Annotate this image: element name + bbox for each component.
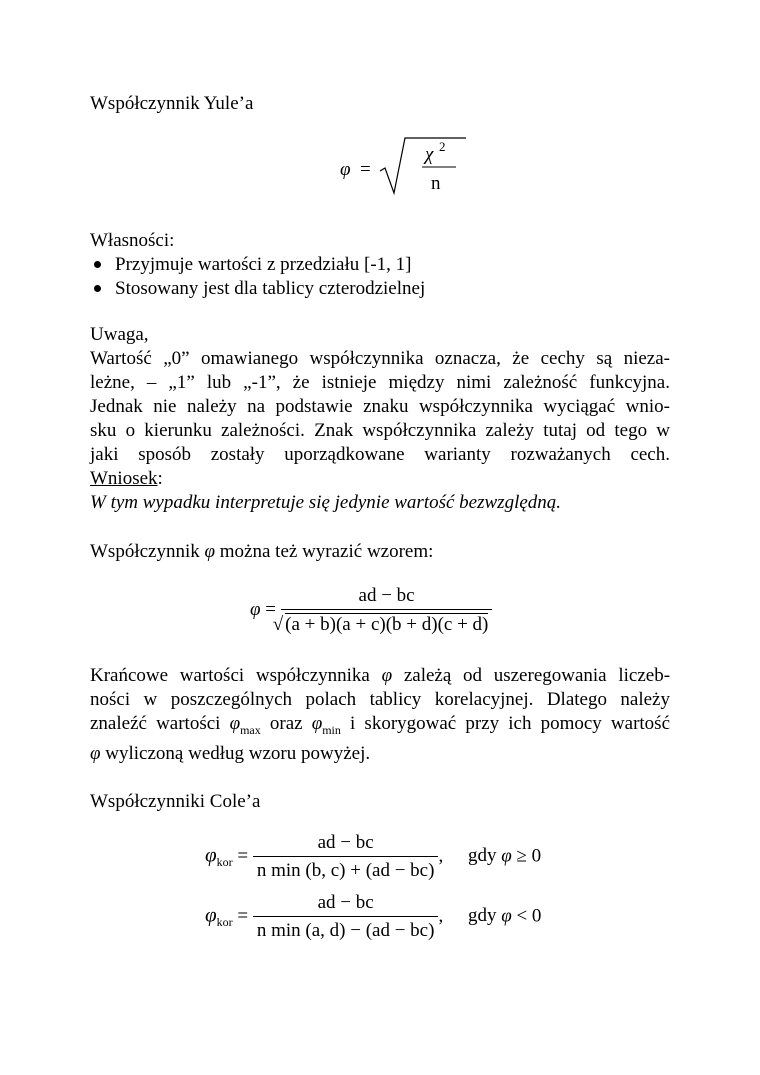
- phi-fraction: [272, 585, 493, 636]
- cole-formula-2: [205, 892, 541, 942]
- phi-denominator: [272, 610, 493, 636]
- phi-numerator: ad − bc: [281, 585, 493, 610]
- phi-symbol: φ: [229, 713, 241, 734]
- yule-chi-exponent: 2: [439, 139, 446, 154]
- phi-den-text: (a + b)(a + c)(b + d)(c + d): [285, 614, 489, 635]
- note-line: sku o kierunku zależności. Znak współczynnika zależy tutaj od tego w: [90, 420, 670, 441]
- cond-phi: φ: [501, 845, 512, 867]
- comma: ,: [438, 845, 444, 867]
- yule-chi: χ: [425, 144, 434, 165]
- sqrt-icon: √: [272, 614, 284, 635]
- extreme-line-3: [90, 712, 670, 742]
- cole-equals: =: [237, 905, 249, 927]
- phi-lhs: φ: [250, 598, 261, 620]
- property-text: Przyjmuje wartości z przedziału [-1, 1]: [115, 254, 412, 275]
- text: zależą od uszeregowania liczeb-: [403, 665, 671, 686]
- cole-fraction-1: [253, 832, 439, 882]
- properties-heading: Własności:: [90, 230, 175, 251]
- cole-fraction-2: [253, 892, 439, 942]
- max-subscript: max: [240, 722, 261, 737]
- yule-heading: Współczynnik Yule’a: [90, 93, 254, 114]
- cole-denominator: n min (a, d) − (ad − bc): [256, 920, 435, 941]
- condition-value: < 0: [516, 905, 542, 927]
- cole-formula-1: [205, 832, 541, 882]
- phi-equals: =: [265, 598, 276, 620]
- phi-symbol: φ: [204, 541, 216, 562]
- conclusion-colon: :: [157, 468, 163, 489]
- bullet-icon: [94, 261, 101, 268]
- text: i skorygować przy ich pomocy wartość: [350, 713, 670, 734]
- extreme-paragraph: [90, 664, 670, 766]
- note-paragraph: [90, 347, 670, 467]
- phi-sqrt-arg: [272, 613, 489, 636]
- property-item: [90, 253, 412, 277]
- note-line: Wartość „0” omawianego współczynnika oznacza, że cechy są nieza-: [90, 348, 670, 369]
- extreme-line-2: ności w poszczególnych polach tablicy korelacyjnej. Dlatego należy: [90, 689, 670, 710]
- phi-intro-b: można też wyrazić wzorem:: [219, 541, 434, 562]
- phi-symbol: φ: [90, 742, 101, 764]
- sqrt-sign: [376, 135, 466, 197]
- phi-symbol: φ: [381, 665, 393, 686]
- yule-phi: φ: [340, 159, 351, 180]
- note-line: Jednak nie należy na podstawie znaku współczynnika wyciągać wnio-: [90, 396, 670, 417]
- phi-intro: [90, 540, 433, 564]
- cole-equals: =: [237, 845, 249, 867]
- cole-phi: φ: [205, 902, 217, 927]
- condition-label: gdy: [467, 845, 497, 867]
- cond-phi: φ: [501, 905, 512, 927]
- phi-symbol: φ: [311, 713, 323, 734]
- condition-label: gdy: [467, 905, 497, 927]
- min-subscript: min: [322, 722, 341, 737]
- text: Krańcowe wartości współczynnika: [90, 665, 370, 686]
- conclusion-text: W tym wypadku interpretuje się jedynie wartość bezwzględną.: [90, 492, 562, 513]
- text: znaleźć wartości: [90, 713, 221, 734]
- yule-equals: =: [360, 159, 371, 180]
- note-line: jaki sposób zostały uporządkowane warianty rozważanych cech.: [90, 444, 670, 465]
- cole-phi: φ: [205, 842, 217, 867]
- cole-subscript: kor: [216, 855, 233, 870]
- extreme-line-4: [90, 742, 670, 766]
- phi-formula: [250, 585, 492, 636]
- cole-numerator: ad − bc: [253, 832, 439, 857]
- extreme-line-1: [90, 664, 670, 688]
- property-item: [90, 277, 425, 301]
- cole-numerator: ad − bc: [253, 892, 439, 917]
- cole-heading: Współczynniki Cole’a: [90, 791, 261, 812]
- phi-intro-a: Współczynnik: [90, 541, 200, 562]
- text: wyliczoną według wzoru powyżej.: [105, 742, 371, 764]
- comma: ,: [438, 905, 444, 927]
- bullet-icon: [94, 285, 101, 292]
- cole-subscript: kor: [216, 915, 233, 930]
- property-text: Stosowany jest dla tablicy czterodzielnej: [115, 278, 426, 299]
- conclusion-label-text: Wniosek: [90, 468, 158, 489]
- text: oraz: [269, 713, 303, 734]
- note-line: leżne, – „1” lub „-1”, że istnieje między nimi zależność funkcyjna.: [90, 372, 670, 393]
- conclusion-label: [90, 467, 163, 491]
- condition-value: ≥ 0: [516, 845, 542, 867]
- cole-denominator: n min (b, c) + (ad − bc): [256, 860, 435, 881]
- yule-n: n: [431, 173, 441, 194]
- note-heading: Uwaga,: [90, 324, 149, 345]
